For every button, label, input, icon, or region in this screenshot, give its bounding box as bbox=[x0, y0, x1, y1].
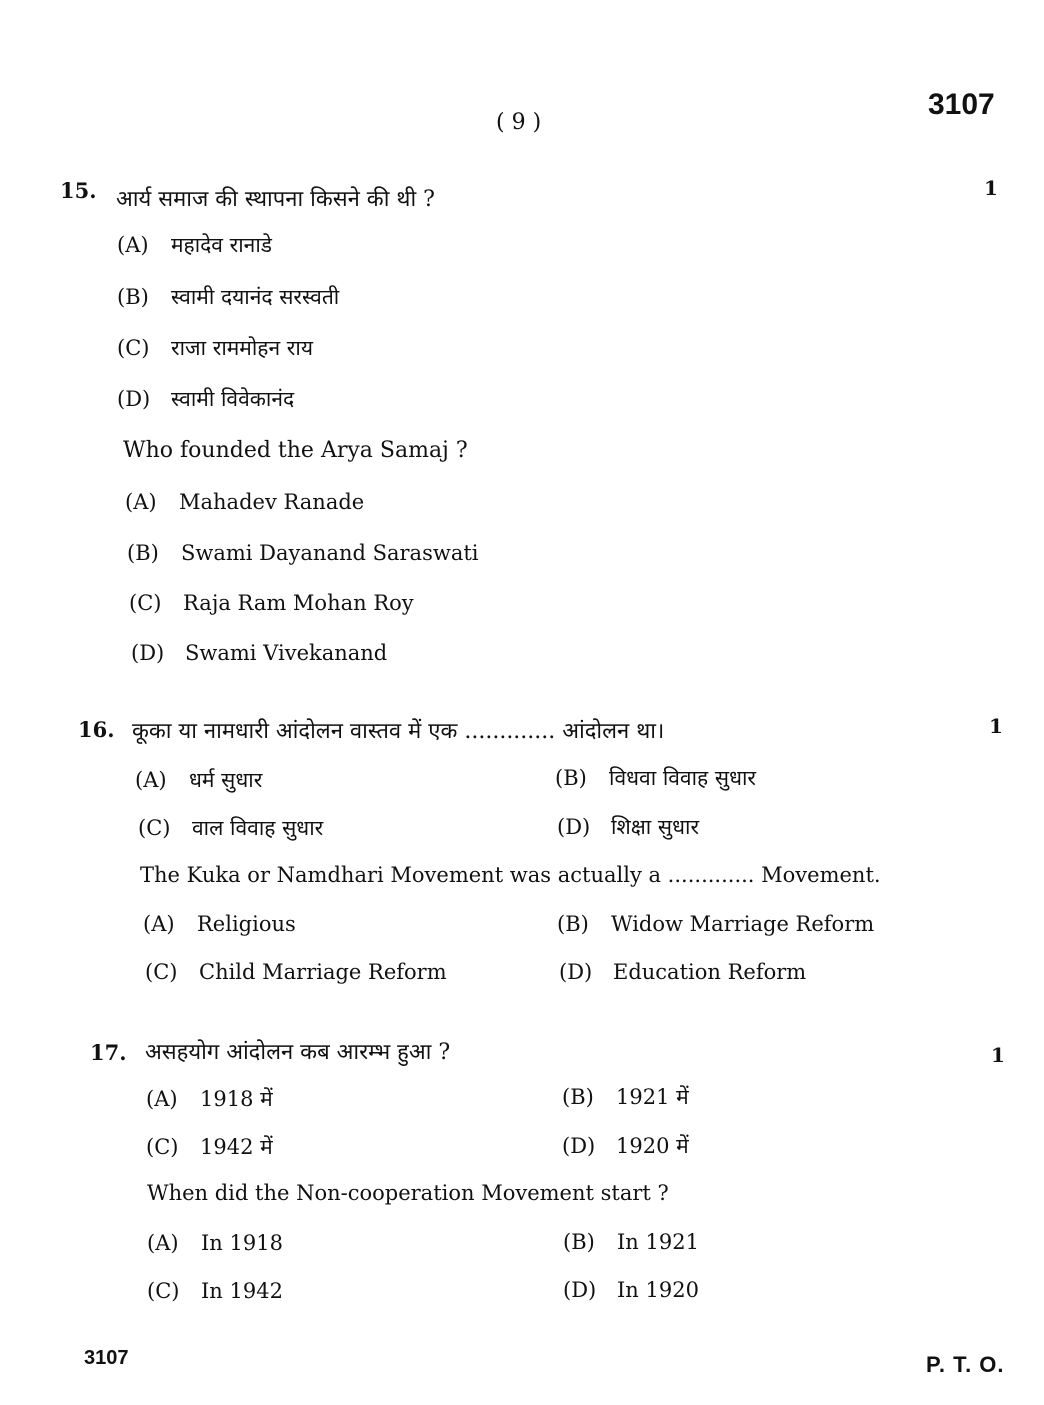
q16-hindi-option-a: (A) धर्म सुधार bbox=[135, 768, 263, 792]
q16-hindi-option-b: (B) विधवा विवाह सुधार bbox=[555, 766, 757, 790]
question-16-hindi-text: कूका या नामधारी आंदोलन वास्तव में एक ............. आंदोलन था। bbox=[132, 719, 665, 744]
q17-english-option-d: (D) In 1920 bbox=[563, 1278, 699, 1302]
q17-hindi-option-d: (D) 1920 में bbox=[562, 1134, 689, 1158]
please-turn-over: P. T. O. bbox=[926, 1352, 1005, 1377]
q15-english-option-d: (D) Swami Vivekanand bbox=[131, 641, 388, 665]
q16-hindi-option-c: (C) वाल विवाह सुधार bbox=[138, 816, 324, 840]
question-15-number: 15. bbox=[60, 178, 97, 203]
q16-english-option-a: (A) Religious bbox=[143, 912, 296, 936]
q15-english-option-b: (B) Swami Dayanand Saraswati bbox=[127, 541, 479, 565]
question-16-number: 16. bbox=[78, 717, 115, 742]
question-17-number: 17. bbox=[90, 1040, 127, 1065]
q15-english-option-c: (C) Raja Ram Mohan Roy bbox=[129, 591, 414, 615]
q16-english-option-c: (C) Child Marriage Reform bbox=[145, 960, 447, 984]
q15-english-option-a: (A) Mahadev Ranade bbox=[125, 490, 365, 514]
question-17-english-text: When did the Non-cooperation Movement start ? bbox=[147, 1181, 669, 1205]
question-15-english-text: Who founded the Arya Samaj ? bbox=[123, 438, 468, 463]
q17-english-option-b: (B) In 1921 bbox=[563, 1230, 699, 1254]
q17-english-option-a: (A) In 1918 bbox=[147, 1231, 283, 1255]
paper-code-footer: 3107 bbox=[84, 1347, 129, 1369]
paper-code-top: 3107 bbox=[928, 88, 995, 121]
q15-hindi-option-c: (C) राजा राममोहन राय bbox=[117, 336, 313, 360]
question-16-english-text: The Kuka or Namdhari Movement was actually a ............. Movement. bbox=[140, 863, 881, 887]
q16-english-option-d: (D) Education Reform bbox=[559, 960, 807, 984]
q15-hindi-option-a: (A) महादेव रानाडे bbox=[117, 233, 273, 257]
q16-english-option-b: (B) Widow Marriage Reform bbox=[557, 912, 875, 936]
question-17-marks: 1 bbox=[991, 1043, 1005, 1067]
question-16-marks: 1 bbox=[989, 714, 1003, 738]
q17-english-option-c: (C) In 1942 bbox=[147, 1279, 283, 1303]
q15-hindi-option-d: (D) स्वामी विवेकानंद bbox=[117, 387, 295, 411]
question-15-hindi-text: आर्य समाज की स्थापना किसने की थी ? bbox=[116, 187, 435, 212]
q15-hindi-option-b: (B) स्वामी दयानंद सरस्वती bbox=[117, 285, 340, 309]
q17-hindi-option-c: (C) 1942 में bbox=[146, 1135, 273, 1159]
question-15-marks: 1 bbox=[984, 176, 998, 200]
q17-hindi-option-b: (B) 1921 में bbox=[562, 1085, 689, 1109]
q17-hindi-option-a: (A) 1918 में bbox=[146, 1087, 273, 1111]
q16-hindi-option-d: (D) शिक्षा सुधार bbox=[557, 815, 700, 839]
question-17-hindi-text: असहयोग आंदोलन कब आरम्भ हुआ ? bbox=[145, 1040, 451, 1065]
page-number: ( 9 ) bbox=[496, 110, 542, 135]
